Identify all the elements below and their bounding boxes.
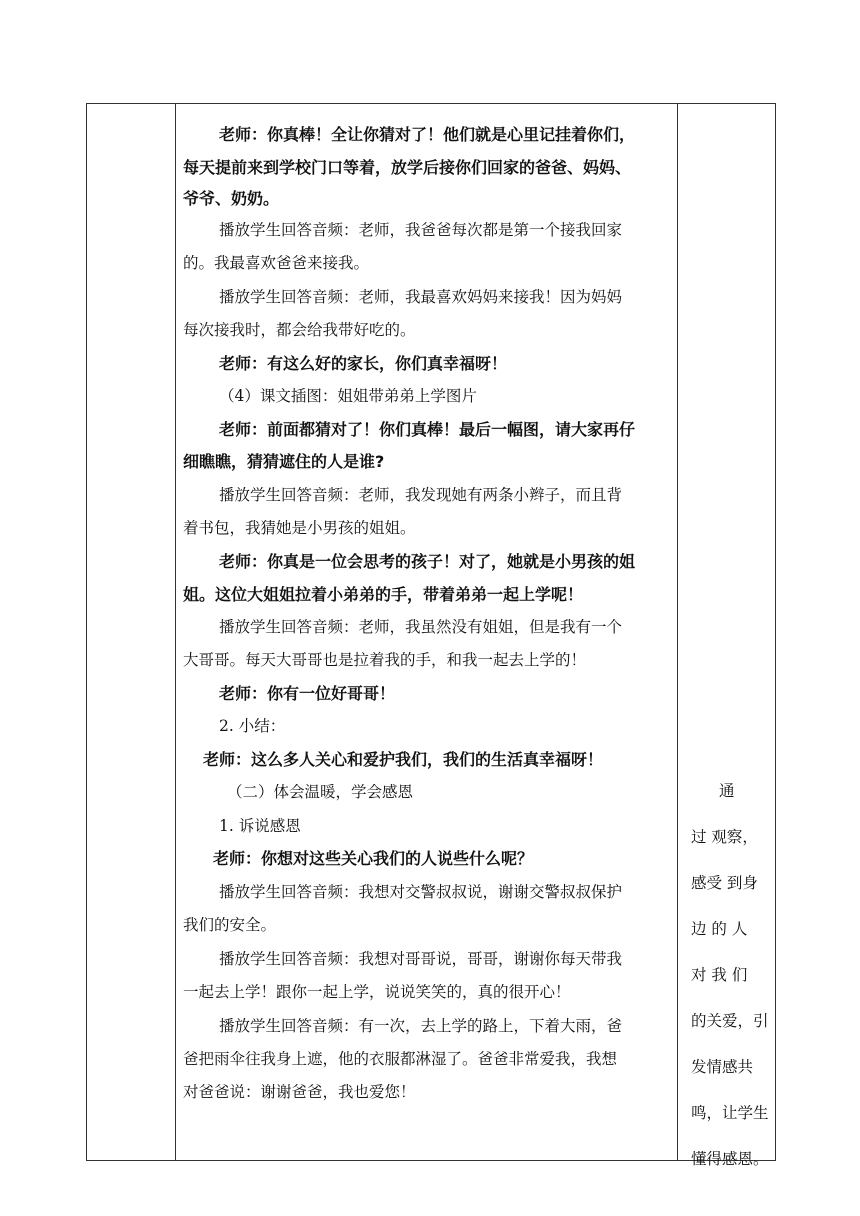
text-line: 大哥哥。每天大哥哥也是拉着我的手，和我一起去上学的！ [183, 651, 587, 669]
column-divider-left [175, 104, 176, 1160]
text-line: 着书包，我猜她是小男孩的姐姐。 [183, 519, 416, 537]
text-line: 对爸爸说：谢谢爸爸，我也爱您！ [183, 1083, 416, 1101]
design-intent-line: 的关爱，引 [691, 1012, 769, 1030]
design-intent-line: 对 我 们 [691, 966, 748, 984]
text-line: 爸把雨伞往我身上遮，他的衣服都淋湿了。爸爸非常爱我，我想 [183, 1050, 618, 1068]
teacher-line: 老师：有这么好的家长，你们真幸福呀！ [219, 354, 508, 373]
text-line: 播放学生回答音频：老师，我最喜欢妈妈来接我！因为妈妈 [219, 288, 623, 306]
teacher-line: 老师：你真是一位会思考的孩子！对了，她就是小男孩的姐 [219, 552, 636, 571]
design-intent-line: 感受 到身 [691, 874, 758, 892]
design-intent-line: 通 [719, 782, 735, 800]
teacher-line: 爷爷、奶奶。 [183, 189, 280, 208]
text-line: 播放学生回答音频：老师，我发现她有两条小辫子，而且背 [219, 486, 623, 504]
text-line: 的。我最喜欢爸爸来接我。 [183, 254, 370, 272]
teacher-line: 老师：你真棒！全让你猜对了！他们就是心里记挂着你们， [219, 125, 636, 144]
design-intent-line: 鸣，让学生 [691, 1104, 769, 1122]
text-line: （4）课文插图：姐姐带弟弟上学图片 [219, 387, 477, 405]
design-intent-line: 懂得感恩。 [691, 1150, 769, 1168]
teacher-line: 每天提前来到学校门口等着，放学后接你们回家的爸爸、妈妈、 [183, 158, 632, 177]
text-line: 播放学生回答音频：我想对哥哥说，哥哥，谢谢你每天带我 [219, 950, 623, 968]
design-intent-line: 边 的 人 [691, 920, 748, 938]
teacher-line: 老师：你想对这些关心我们的人说些什么呢？ [213, 849, 534, 868]
text-line: 播放学生回答音频：老师，我虽然没有姐姐，但是我有一个 [219, 618, 623, 636]
design-intent-line: 过 观察， [691, 828, 758, 846]
teacher-line: 老师：前面都猜对了！你们真棒！最后一幅图，请大家再仔 [219, 420, 636, 439]
text-line: 2. 小结： [219, 717, 286, 735]
text-line: 1. 诉说感恩 [219, 817, 301, 835]
text-line: 每次接我时，都会给我带好吃的。 [183, 321, 416, 339]
teacher-line: 老师：你有一位好哥哥！ [219, 684, 396, 703]
lesson-plan-table [86, 103, 776, 1168]
teacher-line: 老师：这么多人关心和爱护我们，我们的生活真幸福呀！ [203, 750, 604, 769]
text-line: 播放学生回答音频：我想对交警叔叔说，谢谢交警叔叔保护 [219, 883, 623, 901]
text-line: 一起去上学！跟你一起上学，说说笑笑的，真的很开心！ [183, 983, 571, 1001]
text-line: 播放学生回答音频：老师，我爸爸每次都是第一个接我回家 [219, 221, 623, 239]
column-divider-right [677, 104, 678, 1160]
teacher-line: 细瞧瞧，猜猜遮住的人是谁? [183, 452, 385, 471]
teacher-line: 姐。这位大姐姐拉着小弟弟的手，带着弟弟一起上学呢！ [183, 585, 584, 604]
text-line: 我们的安全。 [183, 916, 277, 934]
design-intent-line: 发情感共 [691, 1058, 754, 1076]
text-line: 播放学生回答音频：有一次，去上学的路上，下着大雨，爸 [219, 1017, 623, 1035]
text-line: （二）体会温暖，学会感恩 [227, 783, 414, 801]
